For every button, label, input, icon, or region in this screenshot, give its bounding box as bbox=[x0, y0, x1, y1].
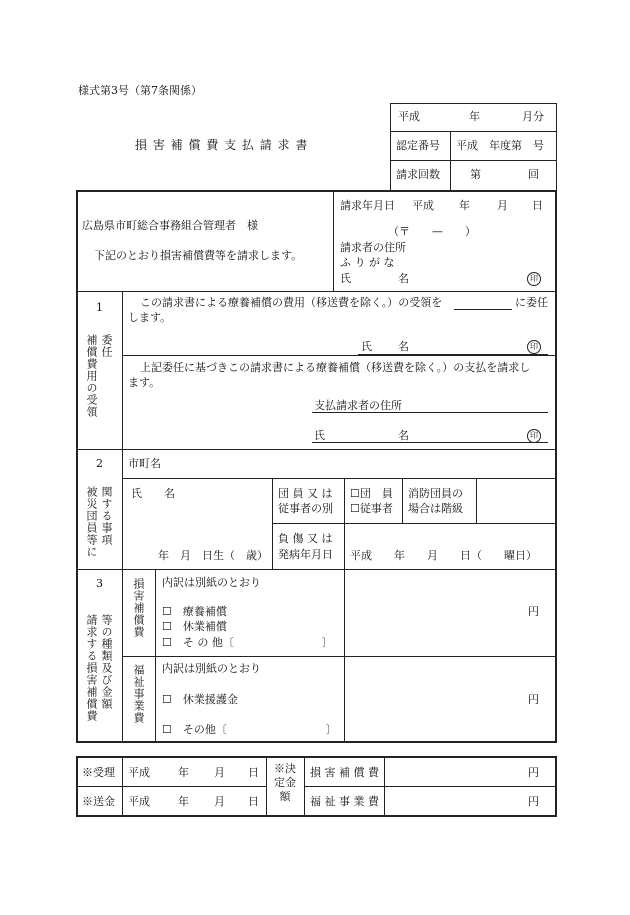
section3-label-a: 等の種類及び金額 bbox=[100, 614, 113, 710]
damage-fee-yen: 円 bbox=[528, 766, 539, 779]
payer-seal-mark[interactable]: 印 bbox=[527, 429, 541, 443]
section1-number: 1 bbox=[96, 301, 103, 314]
payer-address-line[interactable] bbox=[312, 412, 548, 413]
period-era: 平成 bbox=[398, 110, 420, 123]
section3-label-b: 請求する損害補償費 bbox=[85, 614, 98, 722]
request-date-year: 年 bbox=[459, 199, 470, 212]
medical-comp-checkbox[interactable]: ☐ 療養補償 bbox=[162, 605, 227, 618]
request-date-day: 日 bbox=[532, 199, 543, 212]
member-checkbox[interactable]: ☐団 員 bbox=[350, 487, 393, 500]
section2-label-b: 被災団員等に bbox=[85, 486, 98, 558]
claimant-seal-mark[interactable]: 印 bbox=[527, 272, 541, 286]
received-year: 年 bbox=[178, 766, 189, 779]
rank-label-2: 場合は階級 bbox=[408, 502, 463, 515]
payer-address-label: 支払請求者の住所 bbox=[314, 399, 402, 412]
sent-year: 年 bbox=[178, 795, 189, 808]
received-month: 月 bbox=[214, 766, 225, 779]
decision-amount-label: ※決定金額 bbox=[274, 762, 296, 803]
period-month: 月分 bbox=[522, 110, 544, 123]
section1-para2-b: ます。 bbox=[128, 376, 161, 389]
section1-para1-b: に委任 bbox=[515, 296, 548, 309]
damage-amount-yen: 円 bbox=[528, 605, 539, 618]
welfare-amount-yen: 円 bbox=[528, 693, 539, 706]
welfare-category-label: 福祉事業費 bbox=[132, 664, 145, 724]
damage-breakdown-note: 内訳は別紙のとおり bbox=[162, 576, 261, 589]
claimant-name-mei: 名 bbox=[398, 272, 409, 285]
victim-name-shi: 氏 bbox=[131, 487, 142, 500]
leave-aid-checkbox[interactable]: ☐ 休業援護金 bbox=[162, 693, 238, 706]
addressee: 広島県市町総合事務組合管理者 様 bbox=[82, 219, 258, 232]
victim-name-mei: 名 bbox=[164, 487, 175, 500]
section1-label-a: 委任 bbox=[100, 334, 113, 358]
section1-para1-c: します。 bbox=[128, 311, 172, 324]
welfare-breakdown-note: 内訳は別紙のとおり bbox=[162, 662, 261, 675]
worker-checkbox[interactable]: ☐従事者 bbox=[350, 502, 393, 515]
claimant-address-label: 請求者の住所 bbox=[340, 241, 406, 254]
damage-fee-label: 損 害 補 償 費 bbox=[310, 766, 379, 779]
section1-label-b: 補償費用の受領 bbox=[85, 334, 98, 418]
delegator-seal-mark[interactable]: 印 bbox=[527, 340, 541, 354]
sent-month: 月 bbox=[214, 795, 225, 808]
request-count-prefix: 第 bbox=[470, 168, 481, 181]
damage-other-checkbox[interactable]: ☐ そ の 他〔 〕 bbox=[162, 636, 333, 649]
welfare-other-checkbox[interactable]: ☐ その他〔 〕 bbox=[162, 723, 337, 736]
sent-day: 日 bbox=[248, 795, 259, 808]
sent-label: ※送金 bbox=[82, 795, 115, 808]
injury-date-label-2: 発病年月日 bbox=[278, 548, 333, 561]
municipality-label: 市町名 bbox=[128, 457, 161, 470]
leave-comp-checkbox[interactable]: ☐ 休業補償 bbox=[162, 620, 227, 633]
request-date-era: 平成 bbox=[412, 199, 434, 212]
section1-para2-a: 上記委任に基づきこの請求書による療養補償（移送費を除く。）の支払を請求し bbox=[140, 361, 531, 374]
sent-era: 平成 bbox=[128, 795, 150, 808]
received-era: 平成 bbox=[128, 766, 150, 779]
delegator-name-shi: 氏 bbox=[361, 340, 372, 353]
delegate-name-blank[interactable] bbox=[454, 309, 512, 310]
request-date-month: 月 bbox=[497, 199, 508, 212]
form-title: 損 害 補 償 費 支 払 請 求 書 bbox=[135, 138, 309, 152]
welfare-fee-label: 福 祉 事 業 費 bbox=[310, 795, 379, 808]
member-type-label-1: 団 員 又 は bbox=[278, 487, 333, 500]
section1-para1-a: この請求書による療養補償の費用（移送費を除く。）の受領を bbox=[140, 296, 443, 309]
welfare-fee-yen: 円 bbox=[528, 795, 539, 808]
cert-number-label: 認定番号 bbox=[396, 139, 440, 152]
section2-label-a: 関する事項 bbox=[100, 486, 113, 546]
postal-code-field[interactable]: （〒 — ） bbox=[388, 225, 476, 238]
delegator-name-mei: 名 bbox=[398, 340, 409, 353]
furigana-label: ふ り が な bbox=[340, 256, 395, 269]
cert-number-value: 平成 年度第 号 bbox=[456, 139, 544, 152]
period-year: 年 bbox=[469, 110, 480, 123]
section3-number: 3 bbox=[96, 577, 103, 590]
payer-name-shi: 氏 bbox=[314, 429, 325, 442]
injury-date-label-1: 負 傷 又 は bbox=[278, 532, 333, 545]
section2-number: 2 bbox=[96, 457, 103, 470]
request-count-suffix: 回 bbox=[528, 168, 539, 181]
received-day: 日 bbox=[248, 766, 259, 779]
rank-label-1: 消防団員の bbox=[408, 487, 463, 500]
payer-name-line[interactable] bbox=[312, 442, 548, 443]
received-label: ※受理 bbox=[82, 766, 115, 779]
request-statement: 下記のとおり損害補償費等を請求します。 bbox=[94, 249, 303, 262]
injury-date-value: 平成 年 月 日（ 曜日） bbox=[350, 549, 537, 562]
claimant-name-shi: 氏 bbox=[340, 272, 351, 285]
member-type-label-2: 従事者の別 bbox=[278, 502, 333, 515]
birth-date-field: 年 月 日生（ 歳） bbox=[158, 549, 268, 562]
request-date-label: 請求年月日 bbox=[340, 199, 395, 212]
delegator-name-line[interactable] bbox=[358, 354, 548, 355]
damage-category-label: 損害補償費 bbox=[132, 578, 145, 638]
form-number: 様式第3号（第7条関係） bbox=[78, 84, 202, 97]
request-count-label: 請求回数 bbox=[396, 168, 440, 181]
payer-name-mei: 名 bbox=[398, 429, 409, 442]
